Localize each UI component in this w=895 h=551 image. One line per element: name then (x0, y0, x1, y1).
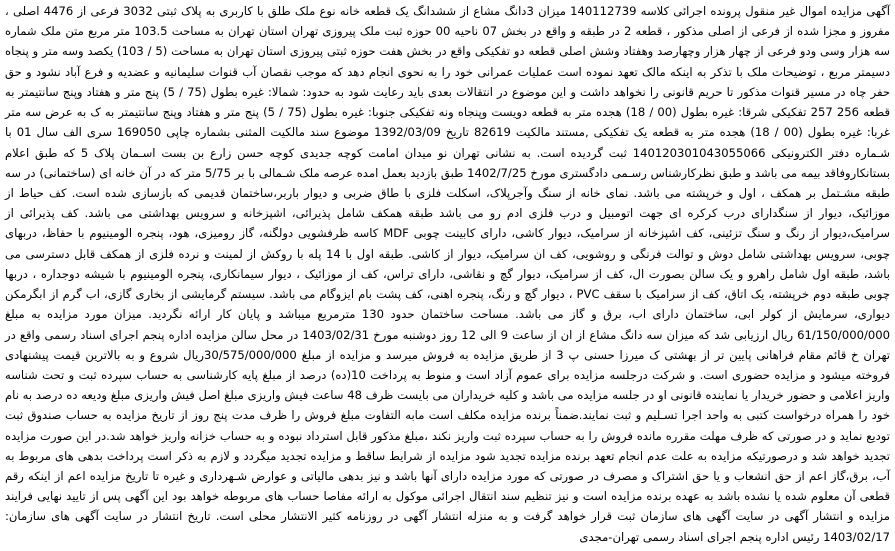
auction-notice-text: آگهی مزایده اموال غیر منقول پرونده اجرائی کلاسه 140112739 میزان 3دانگ مشاع از ششدانگ یک قطعه خانه نوع ملک طلق با کاربری به پلاک ثبتی 3032 فرعی از 4476 اصلی ، مفروز و مجزا شده از فرعی از اصلی مذکور ، قطعه 2 در طبقه و واقع در بخش 07 ناحیه 00 حوزه ثبت ملک پیروزی تهران استان تهران به مساحت 103.5 متر مربع متن ملک شماره سه هزار وسی ودو فرعی از چهار هزار وچهارصد وهفتاد وشش اصلی قطعه دو تفکیکی واقع در بخش هفت حوزه ثبتی پیروزی استان تهران به مساحت (5 / 103) یکصد وسه متر و پنجاه دسیمتر مربع ، توضیحات ملک با تذکر به اینکه مالک تعهد نموده است عملیات عمرانی خود را به نحوی انجام دهد که موجب نقصان آب قنوات سلیمانیه و عضدیه و فرع آباد نشود و حق حفر چاه در مسیر قنوات مذکور تا حریم قانونی را نخواهد داشت و این موضوع در انتقالات بعدی باید رعایت شود به حدود: شمالا: غیره بطول (75 / 5) پنج متر و هفتاد وپنج سانتیمتر به قطعه 256 257 تفکیکی شرقا: غیره بطول (00 / 18) هجده متر به قطعه دویست وپنجاه ونه تفکیکی جنوبا: غیره بطول (75 / 5) پنج متر و هفتاد وپنج سانتیمتر به ک به عرض سه متر غربا: غیره بطول (00 / 18) هجده متر به قطعه یک تفکیکی ,مستند مالکیت 82619 تاریخ 1392/03/09 موضوع سند مالکیت المثنی بشماره چاپی 169050 سری الف سال 01 با شـماره دفتر الکترونیکی 140120301043055066 ثبت گردیده است. به نشانی تهران نو میدان امامت کوچه جدیدی کوچه حسن زارع بن بست اسـمان پلاک 5 که طبق اعلام بستانکاروفاقد بیمه می باشد و طبق نظرکارشناس رسـمی دادگستری مورخ 1402/7/25 طبق بازدید بعمل امده عرصه ملک شـمالی با بر 5/75 متر که در آن خانه ای (ساختمانی) در سه طبقه مشـتمل بر همکف ، اول و خرپشته می باشد. نمای خانه از سنگ وآجرپلاک، اسکلت فلزی با طاق ضربی و دیوار باربر،ساختمان قدیمی که بازسازی شده است. کف حیاط از موزائیک، دیوار از سنگدارای درب کرکره ای جهت اتومبیل و درب فلزی ادم رو می باشد طبقه همکف شامل پذیرائی، اشپزخانه و سرویس بهداشتی می باشد. کف پذیرائی از سرامیک،دیوار از رنگ و سنگ تزئینی، کف اشپزخانه از سرامیک، دیوار کاشی، دارای کابینت چوبی MDF کاسه ظرفشویی دولگنه، گاز رومیزی، هود، پنجره الومینیوم با حفاظ، دربهای چوبی، سرویس بهداشتی شامل دوش و توالت فرنگی و روشویی، کف ان سرامیک، دیوار از کاشی. طبقه اول با 14 پله با روکش از لمینت و نرده فلزی از همکف قابل دسترسی می باشد، طبقه اول شامل راهرو و یک سالن بصورت ال، کف از سرامیک، دیوار گچ و نقاشی، دارای تراس، کف از موزائیک ، دیوار سیمانکاری، پنجره الومینیوم با شیشه دوجداره ، دربها چوبی طبقه دوم خرپشته، یک اتاق، کف از سرامیک با سقف PVC ، دیوار گچ و رنگ، پنجره اهنی، کف پشت بام ایزوگام می باشد. سیستم گرمایشی از بخاری گازی، اب گرم از ابگرمکن دیواری، سرمایش از کولر ابی، ساختمان دارای اب، برق و گاز می باشد. مساحت ساختمان حدود 130 مترمربع میباشد و پایان کار ارائه نگردید. میزان مورد مزایده به مبلغ 61/150/000/000 ریال ارزیابی شد که میزان سه دانگ مشاع از ان از ساعت 9 الی 12 روز دوشنبه مورخ 1403/02/31 در محل سالن مزایده اداره پنجم اجرای اسناد رسمی واقع در تهران خ قائم مقام فراهانی پایین تر از بهشتی ک میرزا حسنی پ 3 از طریق مزایده به فروش میرسد و مزایده از مبلغ 30/575/000/000ریال شروع و به بالاترین قیمت پیشنهادی فروخته میشود و مزایده حضوری است. و شرکت درجلسه مزایده برای عموم آزاد است و منوط به پرداخت 10(ده) درصد از مبلغ پایه کارشناسی به حساب سپرده ثبت و تحت شناسه واریز اعلامی و حضور خریدار یا نماینده قانونی او در جلسه مزایده می باشد و کلیه خریداران می بایست ظرف 48 ساعت فیش واریزی مبلغ اصل فیش واریزی مبلغ ودیعه ده درصد به نام خود را همراه درخواست کتبی به واحد اجرا تسـلیم و ثبت نمایند.ضمناً برنده مزایده مکلف است مابه التفاوت مبلغ فروش را ظرف مدت پنج روز از تاریخ مزایده به حساب صندوق ثبت تودیع نماید و در صورتی که ظرف مهلت مقرره مانده فروش را به حساب سپرده ثبت واریز نکند ،مبلغ مذکور قابل استرداد نبوده و به حساب خزانه واریز خواهد شد.در این صورت مزایده تجدید خواهد شد و درصورتیکه مزایده به علت عدم انجام تعهد برنده مزایده تجدید شود مزایده از شرایط ساقط و مزایده تجدید میگردد و لازم به ذکر است پرداخت بدهی های مربوط به آب، برق،گاز اعم از حق انشعاب و یا حق اشتراک و مصرف در صورتی که مورد مزایده دارای آنها باشد و نیز بدهی مالیاتی و عوارض شـهرداری و غیره تا تاریخ مزایده اعم از اینکه رقم قطعی آن معلوم شده یا نشده باشد به عهده برنده مزایده است و نیز تنظیم سند انتقال اجرائی موکول به ارائه مفاصا حساب های مربوطه خواهد بود این آگهی پس از تایید نهایی فرایند مزایده و انتشار آگهی در سایت آگهی های سازمان ثبت قرار خواهد گرفت و به منزله انتشار آگهی در روزنامه کثیر الانتشار محلی است. تاریخ انتشار در سایت آگهی های سازمان: 1403/02/17 رئیس اداره پنجم اجرای اسناد رسمی تهران-مجدی (5, 4, 891, 544)
